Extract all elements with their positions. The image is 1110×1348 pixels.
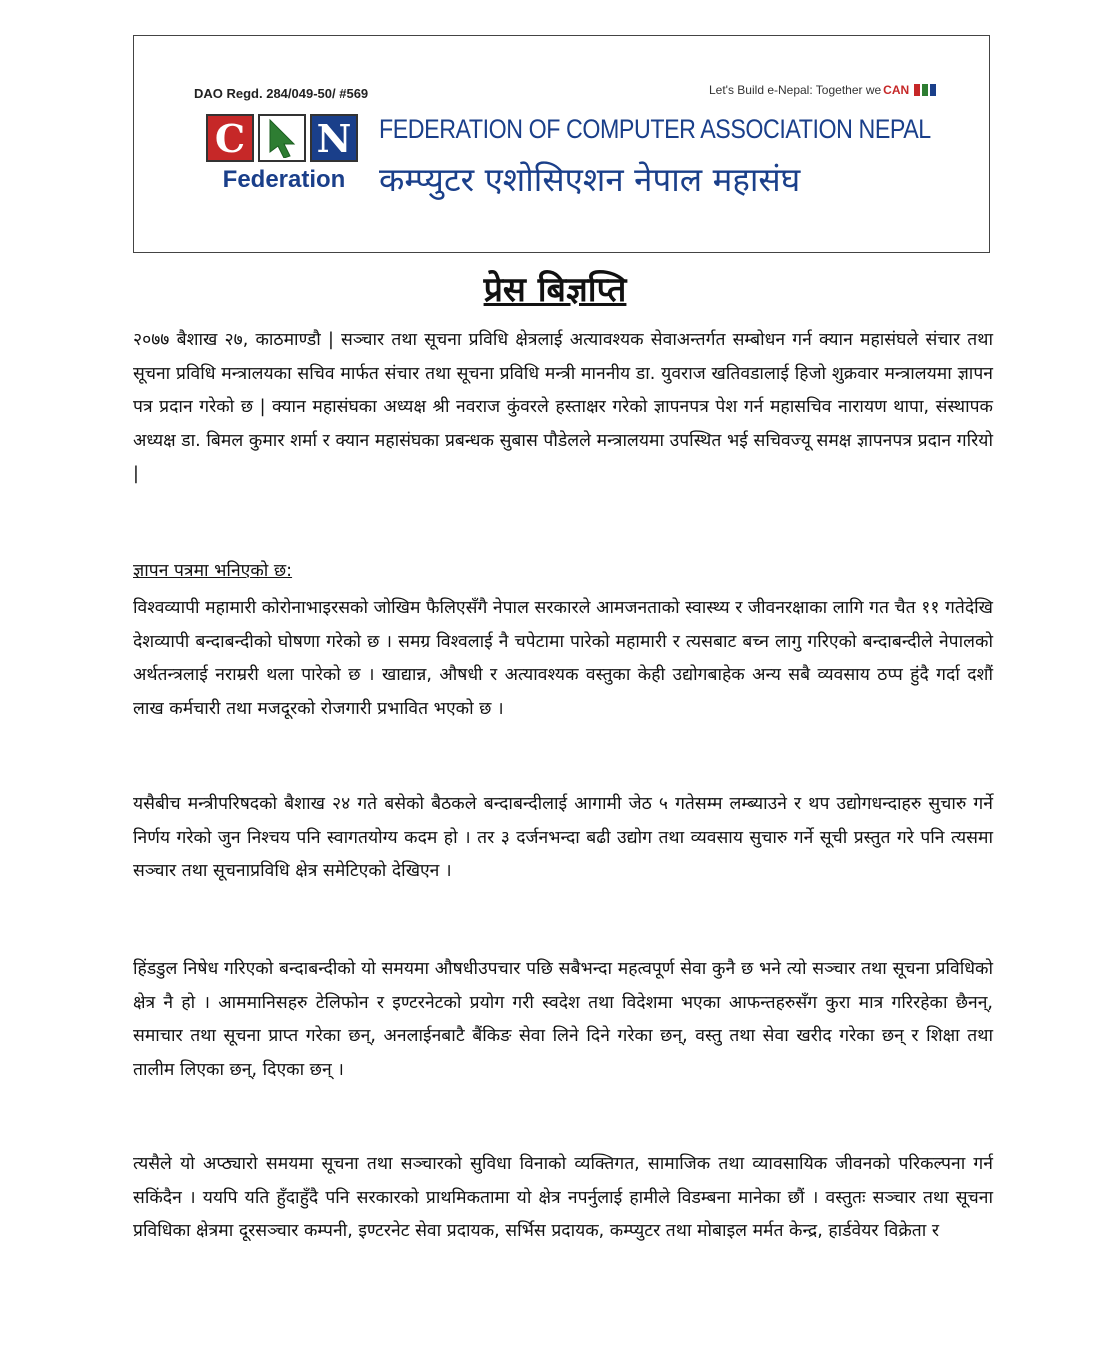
registration-number: DAO Regd. 284/049-50/ #569 [194,86,369,101]
paragraph-2: विश्वव्यापी महामारी कोरोनाभाइरसको जोखिम फैलिएसँगै नेपाल सरकारले आमजनताको स्वास्थ्य र जीवनरक्षाका लागि गत चैत ११ गतेदेखि देशव्यापी बन्दाबन्दीको घोषणा गरेको छ । समग्र विश्वलाई नै चपेटामा पारेको महामारी र त्यसबाट बच्न लागु गरिएको बन्दाबन्दीले नेपालको अर्थतन्त्रलाई नराम्ररी थला पारेको छ । खाद्यान्न, औषधी र अत्यावश्यक वस्तुका केही उद्योगबाहेक अन्य सबै व्यवसाय ठप्प हुंदै गर्दा दशौं लाख कर्मचारी तथा मजदूरको रोजगारी प्रभावित भएको छ । [133,598,993,719]
cursor-arrow-icon [264,118,300,158]
slogan-text: Let's Build e-Nepal: Together we [709,83,882,97]
slogan-brand: CAN [883,83,910,97]
paragraph-4: हिंडडुल निषेध गरिएको बन्दाबन्दीको यो समयमा औषधीउपचार पछि सबैभन्दा महत्वपूर्ण सेवा कुनै छ भने त्यो सञ्चार तथा सूचना प्रविधिको क्षेत्र नै हो । आममानिसहरु टेलिफोन र इण्टरनेटको प्रयोग गरी स्वदेश तथा विदेशमा भएका आफन्तहरुसँग कुरा मात्र गरिरहेका छैनन्, समाचार तथा सूचना प्राप्त गरेका छन्, अनलाईनबाटै बैंकिङ सेवा लिने दिने गरेका छन्, वस्तु तथा सेवा खरीद गरेका छन् र शिक्षा तथा तालीम लिएका छन्, दिएका छन् । [133,959,993,1080]
logo-wordmark: Federation [222,166,346,193]
color-bars-icon [914,84,936,96]
logo-letter-n: N [310,114,358,162]
paragraph-intro: २०७७ बैशाख २७, काठमाण्डौ | सञ्चार तथा सूचना प्रविधि क्षेत्रलाई अत्यावश्यक सेवाअन्तर्गत सम्बोधन गर्न क्यान महासंघले संचार तथा सूचना प्रविधि मन्त्रालयका सचिव मार्फत संचार तथा सूचना प्रविधि मन्त्री माननीय डा. युवराज खतिवडालाई हिजो शुक्रवार मन्त्रालयमा ज्ञापन पत्र प्रदान गरेको छ | क्यान महासंघका अध्यक्ष श्री नवराज कुंवरले हस्ताक्षर गरेको ज्ञापनपत्र पेश गर्न महासचिव नारायण थापा, संस्थापक अध्यक्ष डा. बिमल कुमार शर्मा र क्यान महासंघका प्रबन्धक सुबास पौडेलले मन्त्रालयमा उपस्थित भई सचिवज्यू समक्ष ज्ञापनपत्र प्रदान गरियो | [133,330,993,484]
page-title: प्रेस बिज्ञप्ति [483,270,627,310]
paragraph-3: यसैबीच मन्त्रीपरिषदको बैशाख २४ गते बसेको बैठकले बन्दाबन्दीलाई आगामी जेठ ५ गतेसम्म लम्ब्याउने र थप उद्योगधन्दाहरु सुचारु गर्ने निर्णय गरेको जुन निश्चय पनि स्वागतयोग्य कदम हो । तर ३ दर्जनभन्दा बढी उद्योग तथा व्यवसाय सुचारु गर्ने सूची प्रस्तुत गरे पनि त्यसमा सञ्चार तथा सूचनाप्रविधि क्षेत्र समेटिएको देखिएन । [133,794,993,881]
paragraph-5: त्यसैले यो अप्ठ्यारो समयमा सूचना तथा सञ्चारको सुविधा विनाको व्यक्तिगत, सामाजिक तथा व्यावसायिक जीवनको परिकल्पना गर्न सकिंदैन । ययपि यति हुँदाहुँदै पनि सरकारको प्राथमिकतामा यो क्षेत्र नपर्नुलाई हामीले विडम्बना मानेका छौं । वस्तुतः सञ्चार तथा सूचना प्रविधिका क्षेत्रमा दूरसञ्चार कम्पनी, इण्टरनेट सेवा प्रदायक, सर्भिस प्रदायक, कम्प्युटर तथा मोबाइल मर्मत केन्द्र, हार्डवेयर विक्रेता र [133,1154,993,1241]
can-federation-logo [206,114,366,204]
subheading: ज्ञापन पत्रमा भनिएको छ: [133,561,293,581]
slogan [709,83,936,97]
org-name-english: FEDERATION OF COMPUTER ASSOCIATION NEPAL [379,114,931,144]
logo-letter-a [258,114,306,162]
org-name-nepali: कम्प्युटर एशोसिएशन नेपाल महासंघ [379,160,801,199]
logo-letter-c: C [206,114,254,162]
letterhead [133,35,990,253]
